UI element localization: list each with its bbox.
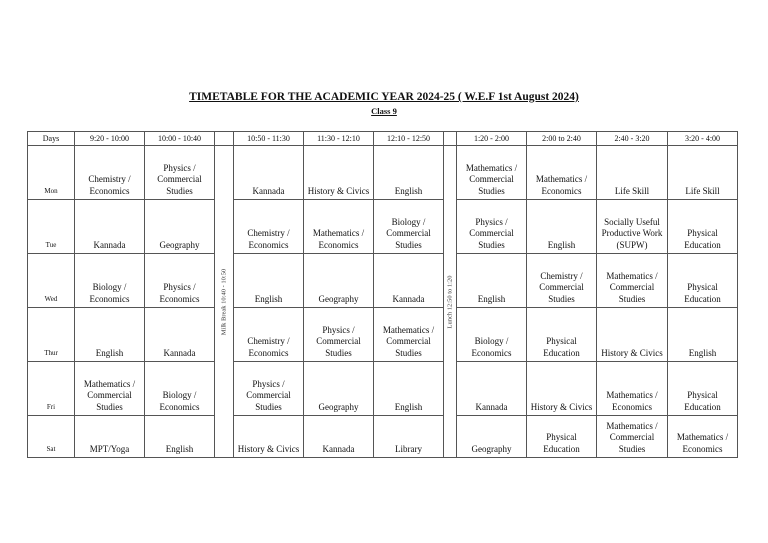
period-cell: Physics / Commercial Studies	[457, 200, 527, 254]
period-cell: History & Civics	[597, 308, 668, 362]
period-cell: Biology / Economics	[457, 308, 527, 362]
period-cell: English	[374, 146, 444, 200]
lunch-break-column	[444, 146, 457, 458]
table-row-tue	[28, 200, 738, 254]
header-period-5: 12:10 - 12:50	[374, 132, 444, 146]
period-cell: Mathematics / Commercial Studies	[75, 362, 145, 416]
table-row-thur	[28, 308, 738, 362]
period-cell: Chemistry / Economics	[234, 308, 304, 362]
day-cell: Wed	[28, 254, 75, 308]
timetable	[27, 131, 738, 458]
class-label: Class 9	[371, 106, 397, 116]
milk-break-label: Milk Break 10:40 - 10:50	[220, 268, 228, 335]
period-cell: Mathematics / Commercial Studies	[597, 254, 668, 308]
header-period-1: 9:20 - 10:00	[75, 132, 145, 146]
period-cell: Mathematics / Economics	[304, 200, 374, 254]
period-cell: Chemistry / Economics	[234, 200, 304, 254]
day-cell: Fri	[28, 362, 75, 416]
table-row-fri	[28, 362, 738, 416]
period-cell: Biology / Economics	[145, 362, 215, 416]
period-cell: Mathematics / Commercial Studies	[374, 308, 444, 362]
header-period-3: 10:50 - 11:30	[234, 132, 304, 146]
period-cell: English	[374, 362, 444, 416]
period-cell: Physical Education	[668, 200, 738, 254]
period-cell: Kannada	[234, 146, 304, 200]
lunch-break-label: Lunch 12:50 to 1:20	[446, 275, 454, 328]
period-cell: Physics / Commercial Studies	[145, 146, 215, 200]
period-cell: History & Civics	[304, 146, 374, 200]
period-cell: English	[527, 200, 597, 254]
period-cell: Kannada	[304, 416, 374, 458]
period-cell: English	[234, 254, 304, 308]
period-cell: Geography	[304, 254, 374, 308]
period-cell: MPT/Yoga	[75, 416, 145, 458]
header-period-7: 2:00 to 2:40	[527, 132, 597, 146]
period-cell: History & Civics	[234, 416, 304, 458]
period-cell: Life Skill	[668, 146, 738, 200]
period-cell: Geography	[304, 362, 374, 416]
period-cell: Chemistry / Commercial Studies	[527, 254, 597, 308]
period-cell: English	[75, 308, 145, 362]
milk-break-column	[215, 146, 234, 458]
period-cell: Biology / Economics	[75, 254, 145, 308]
period-cell: Physical Education	[527, 308, 597, 362]
day-cell: Mon	[28, 146, 75, 200]
period-cell: Kannada	[457, 362, 527, 416]
period-cell: History & Civics	[527, 362, 597, 416]
header-period-4: 11:30 - 12:10	[304, 132, 374, 146]
period-cell: Geography	[457, 416, 527, 458]
table-row-wed	[28, 254, 738, 308]
period-cell: Physics / Commercial Studies	[234, 362, 304, 416]
period-cell: Mathematics / Economics	[527, 146, 597, 200]
period-cell: Library	[374, 416, 444, 458]
period-cell: English	[457, 254, 527, 308]
period-cell: English	[145, 416, 215, 458]
day-cell: Thur	[28, 308, 75, 362]
period-cell: Physical Education	[668, 362, 738, 416]
period-cell: Socially Useful Productive Work (SUPW)	[597, 200, 668, 254]
page-title: TIMETABLE FOR THE ACADEMIC YEAR 2024-25 ( W.E.F 1st August 2024)	[189, 91, 579, 103]
header-period-6: 1:20 - 2:00	[457, 132, 527, 146]
period-cell: Kannada	[75, 200, 145, 254]
header-period-8: 2:40 - 3:20	[597, 132, 668, 146]
header-milk-break	[215, 132, 234, 146]
period-cell: Mathematics / Commercial Studies	[597, 416, 668, 458]
period-cell: Physical Education	[527, 416, 597, 458]
day-cell: Tue	[28, 200, 75, 254]
period-cell: Geography	[145, 200, 215, 254]
day-cell: Sat	[28, 416, 75, 458]
period-cell: Mathematics / Commercial Studies	[457, 146, 527, 200]
table-row-mon	[28, 146, 738, 200]
period-cell: English	[668, 308, 738, 362]
table-row-sat	[28, 416, 738, 458]
period-cell: Physics / Economics	[145, 254, 215, 308]
header-days: Days	[28, 132, 75, 146]
header-lunch-break	[444, 132, 457, 146]
period-cell: Biology / Commercial Studies	[374, 200, 444, 254]
period-cell: Mathematics / Economics	[597, 362, 668, 416]
header-row	[28, 132, 738, 146]
period-cell: Kannada	[374, 254, 444, 308]
header-period-2: 10:00 - 10:40	[145, 132, 215, 146]
period-cell: Mathematics / Economics	[668, 416, 738, 458]
period-cell: Kannada	[145, 308, 215, 362]
period-cell: Physics / Commercial Studies	[304, 308, 374, 362]
period-cell: Physical Education	[668, 254, 738, 308]
period-cell: Life Skill	[597, 146, 668, 200]
header-period-9: 3:20 - 4:00	[668, 132, 738, 146]
period-cell: Chemistry / Economics	[75, 146, 145, 200]
